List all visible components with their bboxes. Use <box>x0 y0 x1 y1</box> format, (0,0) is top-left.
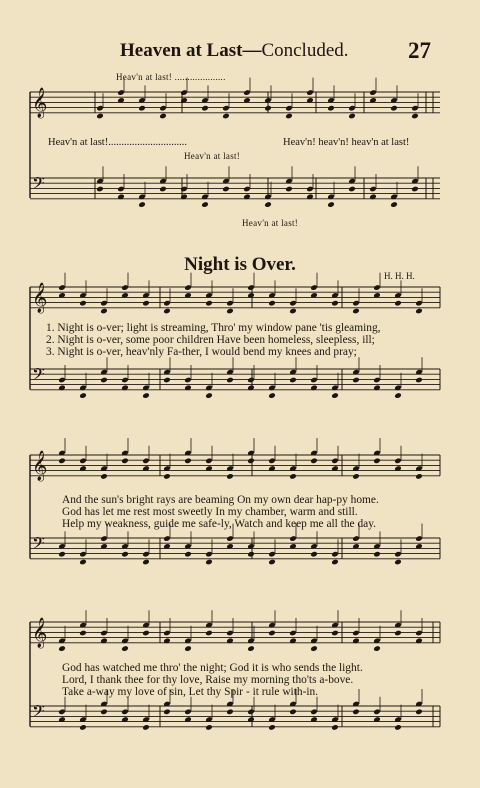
notehead <box>100 473 108 480</box>
notehead <box>289 308 297 315</box>
notehead <box>331 724 339 731</box>
notehead <box>289 709 297 716</box>
notehead <box>411 113 419 120</box>
lyric-line: 3. Night is o-ver, heav'nly Fa-ther, I would bend my knees and pray; <box>46 346 357 358</box>
notehead <box>79 630 87 637</box>
lyric-line: God has watched me thro' the night; God it is who sends the light. <box>62 662 363 674</box>
notehead <box>142 724 150 731</box>
lyric-line: God has let me rest most sweetly In my chamber, warm and still. <box>62 506 358 518</box>
header-title: Heaven at Last <box>120 40 243 61</box>
notehead <box>201 105 209 112</box>
notehead <box>226 473 234 480</box>
clefs <box>32 87 47 725</box>
notehead <box>310 458 318 465</box>
notehead <box>331 559 339 566</box>
notehead <box>247 458 255 465</box>
notehead <box>247 645 255 652</box>
notehead <box>142 300 150 307</box>
notehead <box>142 392 150 399</box>
annotation-left: Heav'n at last!.............................. <box>48 137 187 148</box>
bass-clef: 𝄢 <box>32 364 45 388</box>
notehead <box>205 724 213 731</box>
notehead <box>415 473 423 480</box>
notehead <box>226 377 234 384</box>
page-number: 27 <box>408 38 431 63</box>
notehead <box>390 201 398 208</box>
notehead <box>394 724 402 731</box>
header-subtitle: Concluded. <box>261 40 349 61</box>
notehead <box>289 473 297 480</box>
notehead <box>415 709 423 716</box>
bass-clef: 𝄢 <box>32 701 45 725</box>
lyric-line: And the sun's bright rays are beaming On my own dear hap-py home. <box>62 494 379 506</box>
notehead <box>138 201 146 208</box>
treble-clef: 𝄞 <box>32 88 48 118</box>
notehead <box>331 300 339 307</box>
notehead <box>163 473 171 480</box>
notehead <box>268 724 276 731</box>
notehead <box>100 308 108 315</box>
notehead <box>394 392 402 399</box>
annotation-above: Heav'n at last! .................... <box>116 72 226 82</box>
notehead <box>373 458 381 465</box>
notehead <box>411 186 419 193</box>
notehead <box>205 300 213 307</box>
staff-lines <box>30 92 440 727</box>
notehead <box>394 630 402 637</box>
notehead <box>58 645 66 652</box>
notehead <box>310 551 318 558</box>
lyric-line: Lord, I thank thee for thy love, Raise my morning tho'ts a-bove. <box>62 674 354 686</box>
notehead <box>142 630 150 637</box>
annotation-right: Heav'n! heav'n! heav'n at last! <box>283 137 410 148</box>
notehead <box>226 709 234 716</box>
notehead <box>96 113 104 120</box>
annotation-bass-bottom: Heav'n at last! <box>242 218 299 228</box>
notehead <box>285 113 293 120</box>
notehead <box>79 300 87 307</box>
notehead <box>352 308 360 315</box>
notehead <box>163 709 171 716</box>
notehead <box>159 113 167 120</box>
notehead <box>348 113 356 120</box>
notehead <box>58 551 66 558</box>
notehead <box>352 709 360 716</box>
notehead <box>184 645 192 652</box>
notehead <box>184 458 192 465</box>
lyric-line: Take a-way my love of sin, Let thy Spir - it rule with-in. <box>62 686 319 698</box>
notehead <box>205 559 213 566</box>
notehead <box>100 709 108 716</box>
notehead <box>163 377 171 384</box>
lyric-line: 1. Night is o-ver; light is streaming, Thro' my window pane 'tis gleaming, <box>46 322 381 334</box>
notehead <box>348 186 356 193</box>
notehead <box>373 551 381 558</box>
notehead <box>205 392 213 399</box>
notehead <box>394 559 402 566</box>
notehead <box>285 186 293 193</box>
notehead <box>394 300 402 307</box>
notehead <box>390 105 398 112</box>
bass-clef: 𝄢 <box>32 533 45 557</box>
header-dash: — <box>242 40 262 61</box>
notehead <box>268 630 276 637</box>
notehead <box>121 551 129 558</box>
notehead <box>58 458 66 465</box>
annotation-bass-top: Heav'n at last! <box>184 151 241 161</box>
treble-clef: 𝄞 <box>32 451 48 481</box>
notehead <box>415 308 423 315</box>
notehead <box>222 113 230 120</box>
notehead <box>327 201 335 208</box>
notehead <box>79 559 87 566</box>
lyric-line: Help my weakness, guide me safe-ly, Watch and keep me all the day. <box>62 518 377 530</box>
notehead <box>352 473 360 480</box>
notehead <box>247 551 255 558</box>
notehead <box>96 186 104 193</box>
notehead <box>163 308 171 315</box>
notehead <box>268 392 276 399</box>
notehead <box>310 645 318 652</box>
notehead <box>289 377 297 384</box>
notehead <box>268 300 276 307</box>
notehead <box>264 201 272 208</box>
notehead <box>205 630 213 637</box>
notehead <box>264 105 272 112</box>
song-author: H. H. H. <box>384 271 415 281</box>
notehead <box>79 724 87 731</box>
notehead <box>142 559 150 566</box>
notehead <box>100 377 108 384</box>
notehead <box>79 392 87 399</box>
lyric-line: 2. Night is o-ver, some poor children Have been homeless, sleepless, ill; <box>46 334 375 346</box>
treble-clef: 𝄞 <box>32 618 48 648</box>
notehead <box>121 458 129 465</box>
notehead <box>226 308 234 315</box>
notehead <box>138 105 146 112</box>
notehead <box>373 645 381 652</box>
notehead <box>268 559 276 566</box>
treble-clef: 𝄞 <box>32 283 48 313</box>
notehead <box>159 186 167 193</box>
notehead <box>201 201 209 208</box>
notehead <box>184 551 192 558</box>
notehead <box>352 377 360 384</box>
notehead <box>331 392 339 399</box>
notehead <box>331 630 339 637</box>
notehead <box>327 105 335 112</box>
notehead <box>121 645 129 652</box>
notehead <box>222 186 230 193</box>
notehead <box>415 377 423 384</box>
song-title: Night is Over. <box>184 254 296 275</box>
barlines <box>30 92 440 727</box>
bass-clef: 𝄢 <box>32 173 45 197</box>
